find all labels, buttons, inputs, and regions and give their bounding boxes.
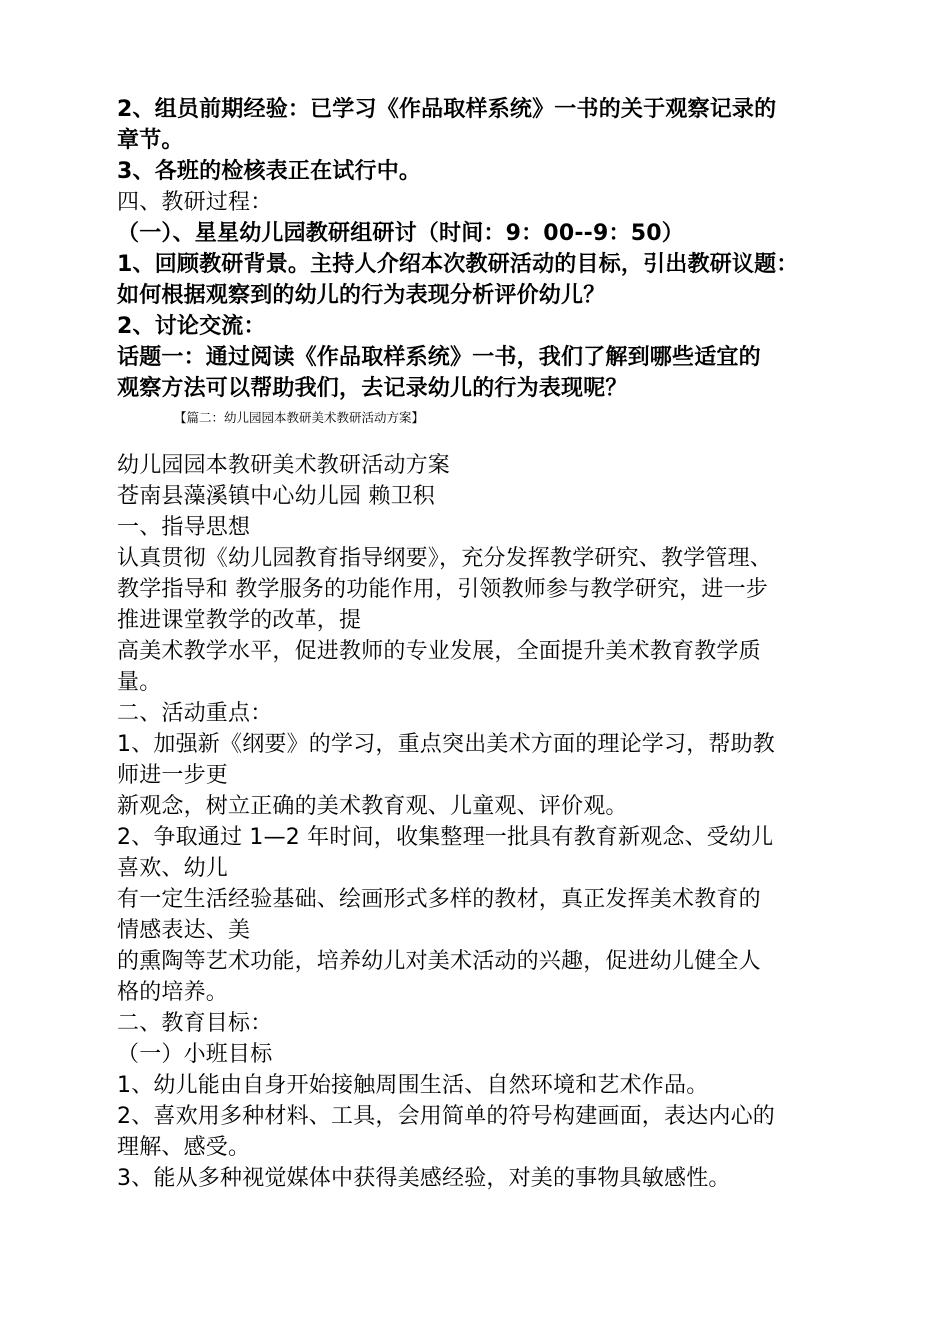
section-heading: 二、活动重点： [117, 701, 273, 726]
subsection-heading: （一）、星星幼儿园教研组研讨（时间：9：00--9：50） [117, 221, 684, 246]
text-line: 2、争取通过 1—2 年时间，收集整理一批具有教育新观念、受幼儿 [117, 825, 774, 850]
section-part-one [117, 94, 842, 404]
text-line: 1、回顾教研背景。主持人介绍本次教研活动的目标，引出教研议题： [117, 252, 799, 277]
text-line: 喜欢、幼儿 [117, 856, 229, 881]
document-title: 幼儿园园本教研美术教研活动方案 [117, 453, 451, 478]
text-line: 量。 [117, 670, 162, 695]
text-line: 1、加强新《纲要》的学习，重点突出美术方面的理论学习，帮助教 [117, 732, 775, 757]
text-line: 师进一步更 [117, 763, 229, 788]
text-line: 如何根据观察到的幼儿的行为表现分析评价幼儿？ [117, 283, 606, 308]
text-line: 推进课堂教学的改革，提 [117, 608, 362, 633]
text-line: 高美术教学水平，促进教师的专业发展，全面提升美术教育教学质 [117, 639, 761, 664]
section-part-two [117, 450, 842, 1194]
text-line: 1、幼儿能由自身开始接触周围生活、自然环境和艺术作品。 [117, 1073, 709, 1098]
text-line: 3、能从多种视觉媒体中获得美感经验，对美的事物具敏感性。 [117, 1166, 731, 1191]
part-separator-note: 【篇二：幼儿园园本教研美术教研活动方案】 [174, 410, 425, 425]
text-line: 理解、感受。 [117, 1135, 251, 1160]
subsection-heading: （一）小班目标 [117, 1042, 273, 1067]
text-line: 话题一：通过阅读《作品取样系统》一书，我们了解到哪些适宜的 [117, 345, 761, 370]
author-line: 苍南县藻溪镇中心幼儿园 赖卫积 [117, 484, 435, 509]
section-heading: 一、指导思想 [117, 515, 251, 540]
text-line: 教学指导和 教学服务的功能作用，引领教师参与教学研究，进一步 [117, 577, 768, 602]
document-page [117, 94, 842, 1194]
text-line: 3、各班的检核表正在试行中。 [117, 159, 422, 184]
text-line: 新观念，树立正确的美术教育观、儿童观、评价观。 [117, 794, 628, 819]
text-line: 有一定生活经验基础、绘画形式多样的教材，真正发挥美术教育的 [117, 887, 761, 912]
text-line: 2、喜欢用多种材料、工具，会用简单的符号构建画面，表达内心的 [117, 1104, 775, 1129]
text-line: 情感表达、美 [117, 918, 251, 943]
section-heading: 四、教研过程： [117, 190, 273, 215]
section-heading: 二、教育目标： [117, 1011, 273, 1036]
text-line: 观察方法可以帮助我们，去记录幼儿的行为表现呢？ [117, 376, 628, 401]
text-line: 格的培养。 [117, 980, 229, 1005]
text-line: 的熏陶等艺术功能，培养幼儿对美术活动的兴趣，促进幼儿健全人 [117, 949, 761, 974]
text-line: 章节。 [117, 128, 184, 153]
text-line: 2、讨论交流： [117, 314, 266, 339]
text-line: 认真贯彻《幼儿园教育指导纲要》，充分发挥教学研究、教学管理、 [117, 546, 773, 571]
text-line: 2、组员前期经验：已学习《作品取样系统》一书的关于观察记录的 [117, 97, 777, 122]
